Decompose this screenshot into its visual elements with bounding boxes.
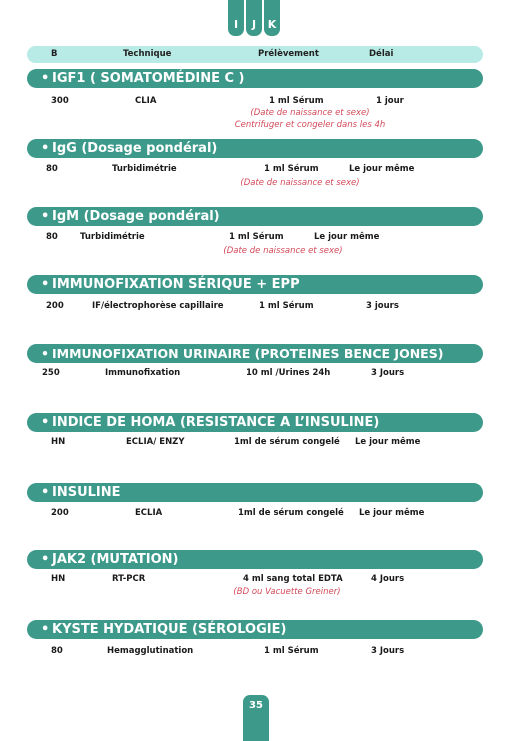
delai-value: Le jour même bbox=[359, 508, 425, 518]
technique-value: ECLIA bbox=[135, 508, 163, 518]
note: (Date de naissance et sexe) bbox=[223, 246, 343, 256]
prelevement-value: 1 ml Sérum bbox=[229, 232, 284, 242]
tab-letter-j: J bbox=[246, 0, 262, 36]
b-value: 200 bbox=[46, 301, 64, 311]
alphabet-tabs bbox=[228, 0, 280, 36]
technique-value: IF/électrophorèse capillaire bbox=[92, 301, 224, 311]
prelevement-value: 1 ml Sérum bbox=[264, 646, 319, 656]
section-title-immunofixation-serique: • IMMUNOFIXATION SÉRIQUE + EPP bbox=[27, 275, 483, 294]
section-title-insuline: • INSULINE bbox=[27, 483, 483, 502]
page-number: 35 bbox=[243, 695, 269, 741]
b-value: 200 bbox=[51, 508, 69, 518]
note: (Date de naissance et sexe) bbox=[240, 178, 360, 188]
technique-value: Immunofixation bbox=[105, 368, 181, 378]
note: (Date de naissance et sexe) bbox=[250, 108, 370, 118]
tab-letter-k: K bbox=[264, 0, 280, 36]
section-title-jak2: • JAK2 (MUTATION) bbox=[27, 550, 483, 569]
prelevement-value: 1 ml Sérum bbox=[269, 96, 324, 106]
delai-value: 1 jour bbox=[376, 96, 404, 106]
b-value: HN bbox=[51, 437, 66, 447]
tab-letter-i: I bbox=[228, 0, 244, 36]
b-value: 80 bbox=[51, 646, 63, 656]
b-value: 250 bbox=[42, 368, 60, 378]
delai-value: 3 Jours bbox=[371, 646, 405, 656]
technique-value: RT-PCR bbox=[112, 574, 146, 584]
column-header bbox=[27, 46, 483, 63]
prelevement-value: 10 ml /Urines 24h bbox=[246, 368, 331, 378]
delai-value: Le jour même bbox=[349, 164, 415, 174]
header-delai: Délai bbox=[369, 49, 394, 59]
technique-value: ECLIA/ ENZY bbox=[126, 437, 185, 447]
prelevement-value: 1ml de sérum congelé bbox=[234, 437, 340, 447]
section-title-igm: • IgM (Dosage pondéral) bbox=[27, 207, 483, 226]
prelevement-value: 1 ml Sérum bbox=[264, 164, 319, 174]
b-value: HN bbox=[51, 574, 66, 584]
delai-value: 4 Jours bbox=[371, 574, 405, 584]
technique-value: Turbidimétrie bbox=[112, 164, 177, 174]
delai-value: Le jour même bbox=[355, 437, 421, 447]
delai-value: 3 jours bbox=[366, 301, 399, 311]
prelevement-value: 1ml de sérum congelé bbox=[238, 508, 344, 518]
section-title-igg: • IgG (Dosage pondéral) bbox=[27, 139, 483, 158]
header-technique: Technique bbox=[123, 49, 172, 59]
note: (BD ou Vacuette Greiner) bbox=[233, 587, 341, 597]
section-title-igf1: • IGF1 ( SOMATOMÉDINE C ) bbox=[27, 69, 483, 88]
technique-value: Hemagglutination bbox=[107, 646, 194, 656]
prelevement-value: 4 ml sang total EDTA bbox=[243, 574, 343, 584]
header-prelevement: Prélèvement bbox=[258, 49, 319, 59]
section-title-immunofixation-urinaire: • IMMUNOFIXATION URINAIRE (PROTEINES BENCE JONES) bbox=[27, 344, 483, 363]
b-value: 80 bbox=[46, 164, 58, 174]
header-b: B bbox=[51, 49, 58, 59]
technique-value: CLIA bbox=[135, 96, 157, 106]
section-title-kyste-hydatique: • KYSTE HYDATIQUE (SÉROLOGIE) bbox=[27, 620, 483, 639]
delai-value: Le jour même bbox=[314, 232, 380, 242]
b-value: 300 bbox=[51, 96, 69, 106]
section-title-indice-homa: • INDICE DE HOMA (RESISTANCE A L’INSULINE) bbox=[27, 413, 483, 432]
note: Centrifuger et congeler dans les 4h bbox=[234, 120, 386, 130]
b-value: 80 bbox=[46, 232, 58, 242]
prelevement-value: 1 ml Sérum bbox=[259, 301, 314, 311]
technique-value: Turbidimétrie bbox=[80, 232, 145, 242]
delai-value: 3 Jours bbox=[371, 368, 405, 378]
